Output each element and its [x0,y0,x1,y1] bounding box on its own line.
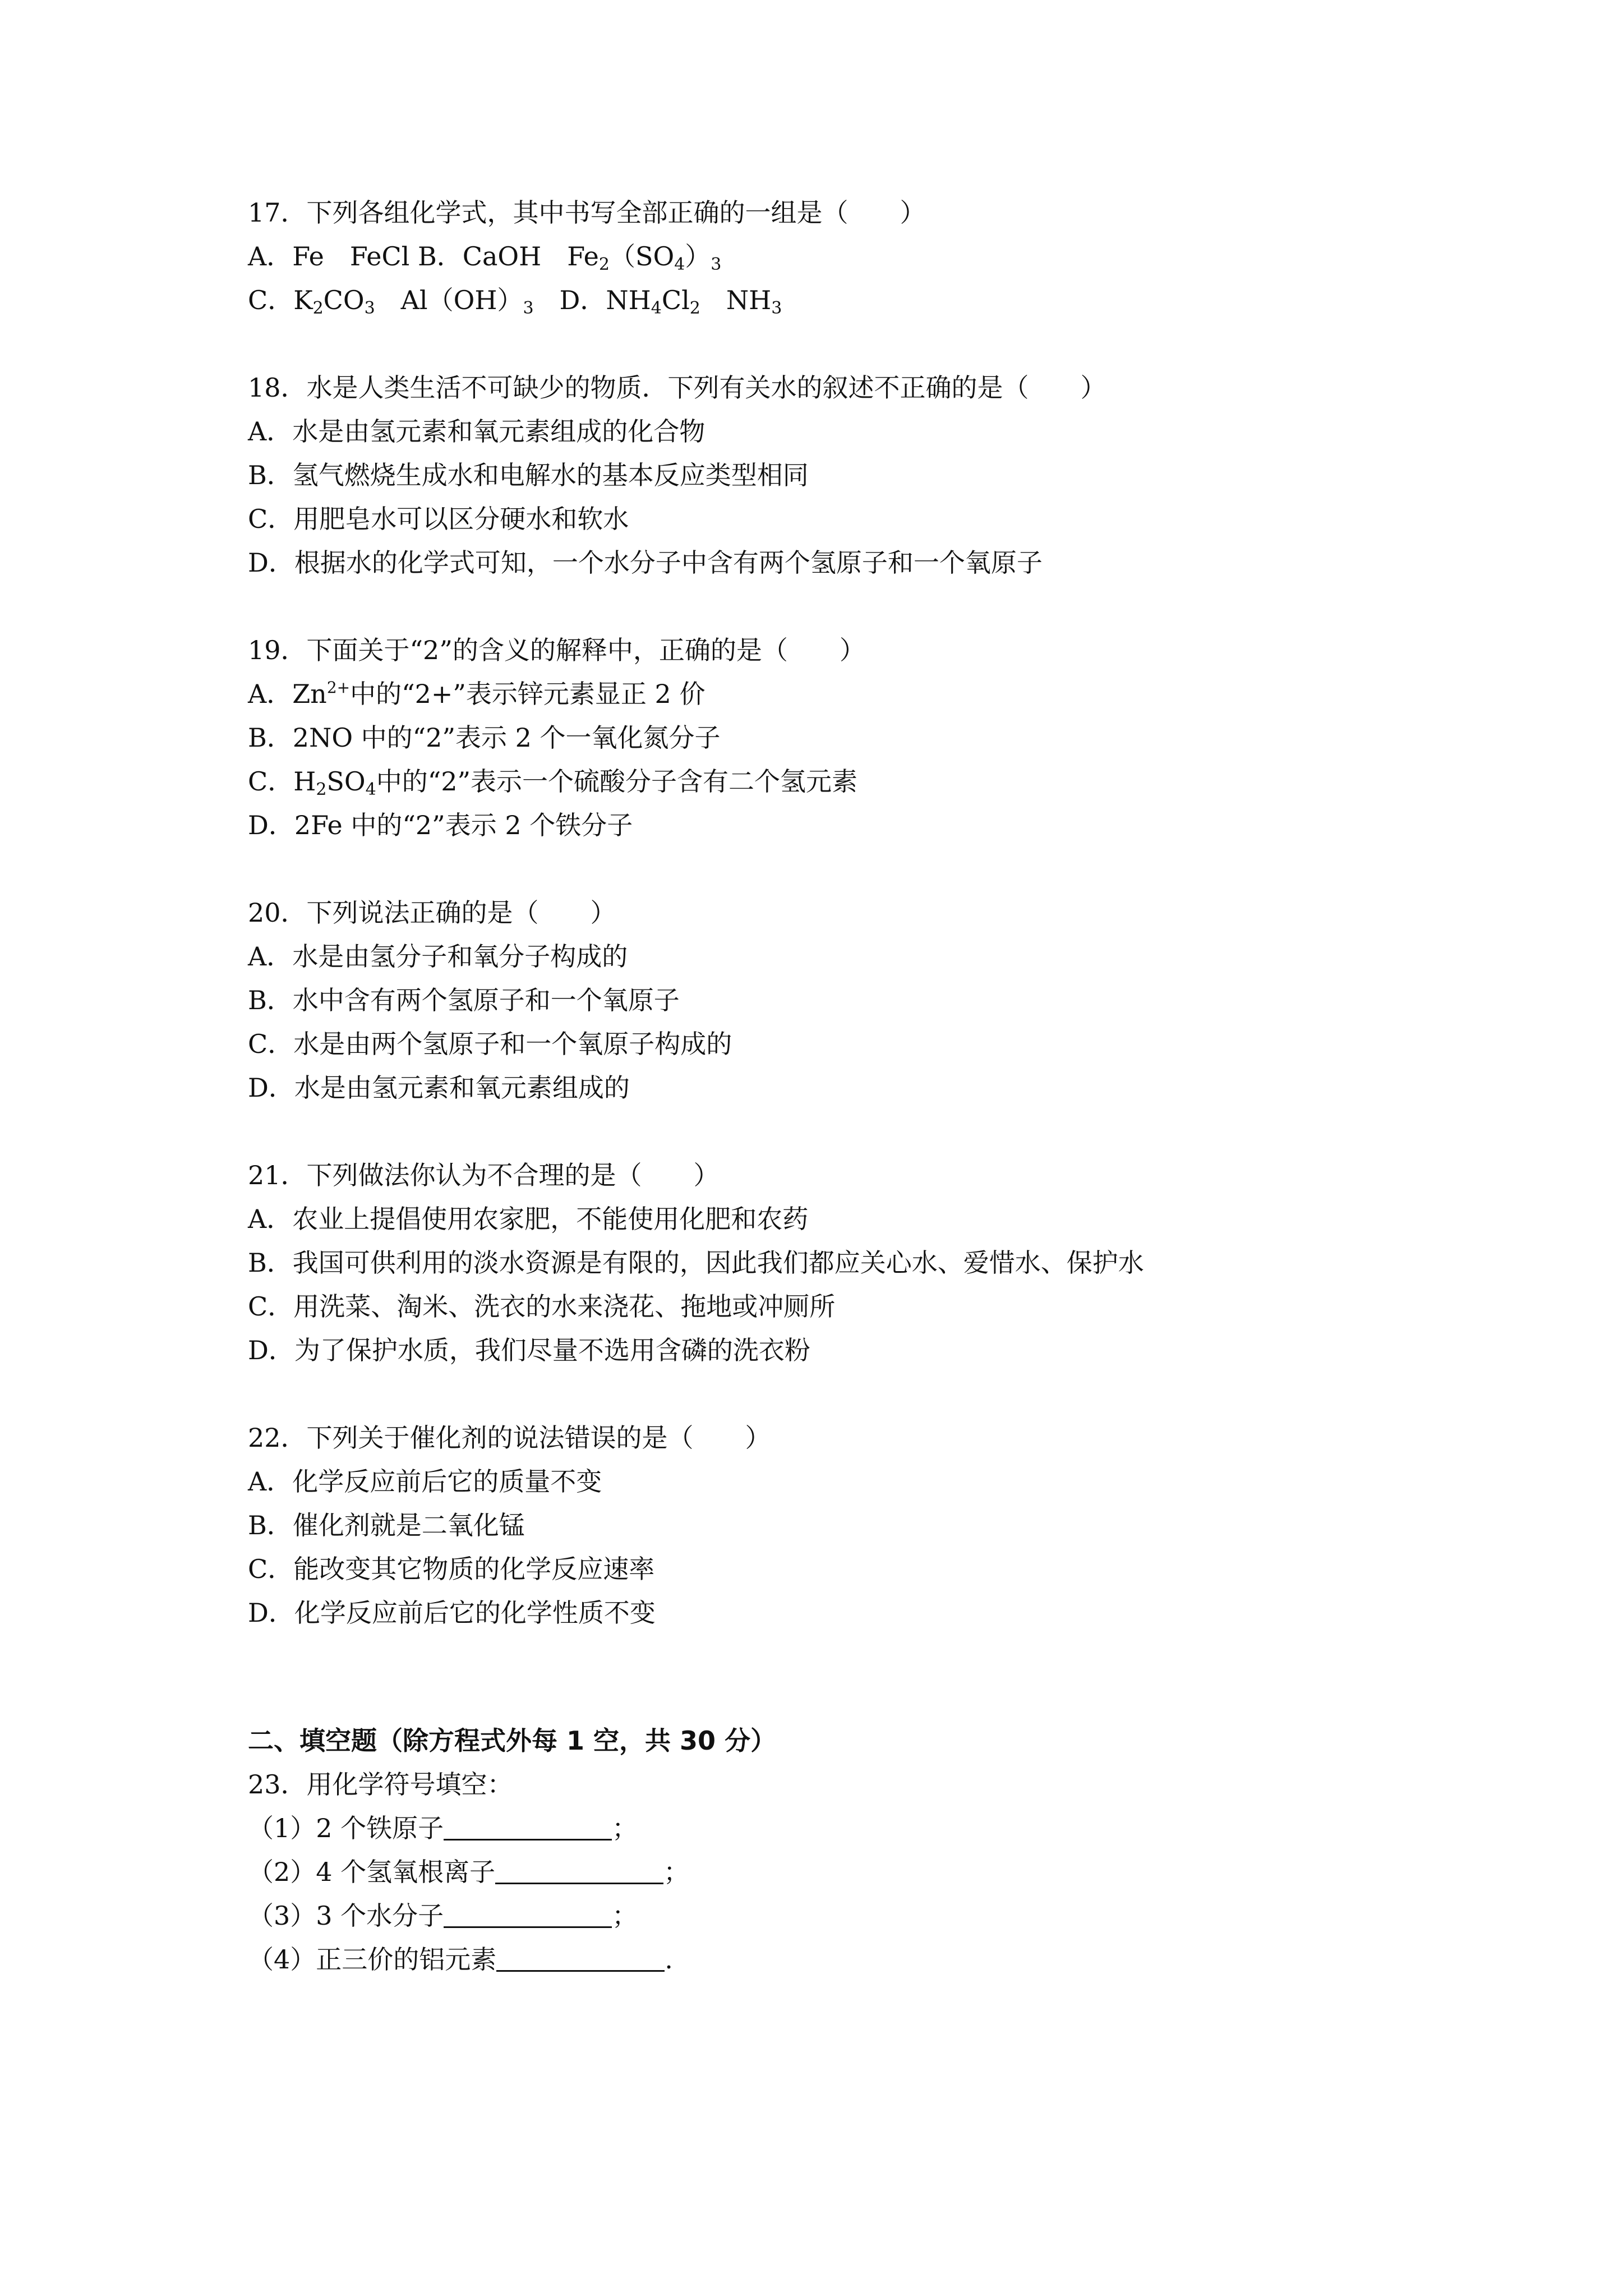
option-b: B．水中含有两个氢原子和一个氧原子 [248,985,680,1015]
fill-item-2: （2）4 个氢氧根离子 ； [248,1850,1398,1894]
question-22 [248,1416,1398,1635]
fill-item-3: （3）3 个水分子 ； [248,1894,1398,1938]
option-d: D．为了保护水质，我们尽量不选用含磷的洗衣粉 [248,1335,810,1365]
question-stem: 17．下列各组化学式，其中书写全部正确的一组是（ ） [248,197,926,228]
options-cd: C．$K_2CO_3$ $Al(OH)_3$ D．$NH_4Cl_2$ $NH_3$ [248,285,782,318]
option-a: A．农业上提倡使用农家肥，不能使用化肥和农药 [248,1204,809,1234]
option-a: A．化学反应前后它的质量不变 [248,1466,602,1497]
section-heading: 二、填空题（除方程式外每 1 空，共 30 分） [248,1726,777,1756]
option-a: A．水是由氢分子和氧分子构成的 [248,941,628,972]
answer-blank[interactable] [495,1855,663,1884]
question-20 [248,891,1398,1110]
question-stem: 21．下列做法你认为不合理的是（ ） [248,1160,720,1190]
option-c: C．水是由两个氢原子和一个氧原子构成的 [248,1029,732,1059]
option-d: D．水是由氢元素和氧元素组成的 [248,1073,630,1103]
question-stem: 19．下面关于“2”的含义的解释中，正确的是（ ） [248,635,865,665]
option-b: B．2NO 中的“2”表示 2 个一氧化氮分子 [248,723,721,753]
question-stem: 18．水是人类生活不可缺少的物质．下列有关水的叙述不正确的是（ ） [248,372,1106,403]
question-19 [248,628,1398,847]
option-a: A．$Zn^{2+}$中的“2+”表示锌元素显正 2 价 [248,678,706,709]
option-d: D．根据水的化学式可知，一个水分子中含有两个氢原子和一个氧原子 [248,547,1043,578]
answer-blank[interactable] [496,1942,665,1972]
option-d: D．2Fe 中的“2”表示 2 个铁分子 [248,810,633,840]
question-21 [248,1153,1398,1372]
option-c: C．能改变其它物质的化学反应速率 [248,1554,655,1584]
option-b: B．催化剂就是二氧化锰 [248,1510,525,1540]
answer-blank[interactable] [444,1898,612,1928]
option-b: B．我国可供利用的淡水资源是有限的，因此我们都应关心水、爱惜水、保护水 [248,1248,1144,1278]
option-c: C．用洗菜、淘米、洗衣的水来浇花、拖地或冲厕所 [248,1291,836,1322]
question-stem: 22．下列关于催化剂的说法错误的是（ ） [248,1423,771,1453]
option-a: A．水是由氢元素和氧元素组成的化合物 [248,416,706,447]
option-c: C．用肥皂水可以区分硬水和软水 [248,504,629,534]
option-d: D．化学反应前后它的化学性质不变 [248,1598,656,1628]
option-b: B．氢气燃烧生成水和电解水的基本反应类型相同 [248,460,809,490]
fill-item-1: （1）2 个铁原子 ； [248,1806,1398,1850]
exam-page [248,191,1398,1981]
question-17 [248,191,1398,322]
options-ab: A．Fe FeCl B．CaOH $Fe_2(SO_4)_3$ [248,241,722,274]
option-c: C．$H_2SO_4$中的“2”表示一个硫酸分子含有二个氢元素 [248,766,858,799]
answer-blank[interactable] [444,1811,612,1841]
question-stem: 20．下列说法正确的是（ ） [248,898,616,928]
question-23-stem: 23．用化学符号填空： [248,1769,513,1800]
fill-item-4: （4）正三价的铝元素 . [248,1938,1398,1981]
question-18 [248,366,1398,585]
